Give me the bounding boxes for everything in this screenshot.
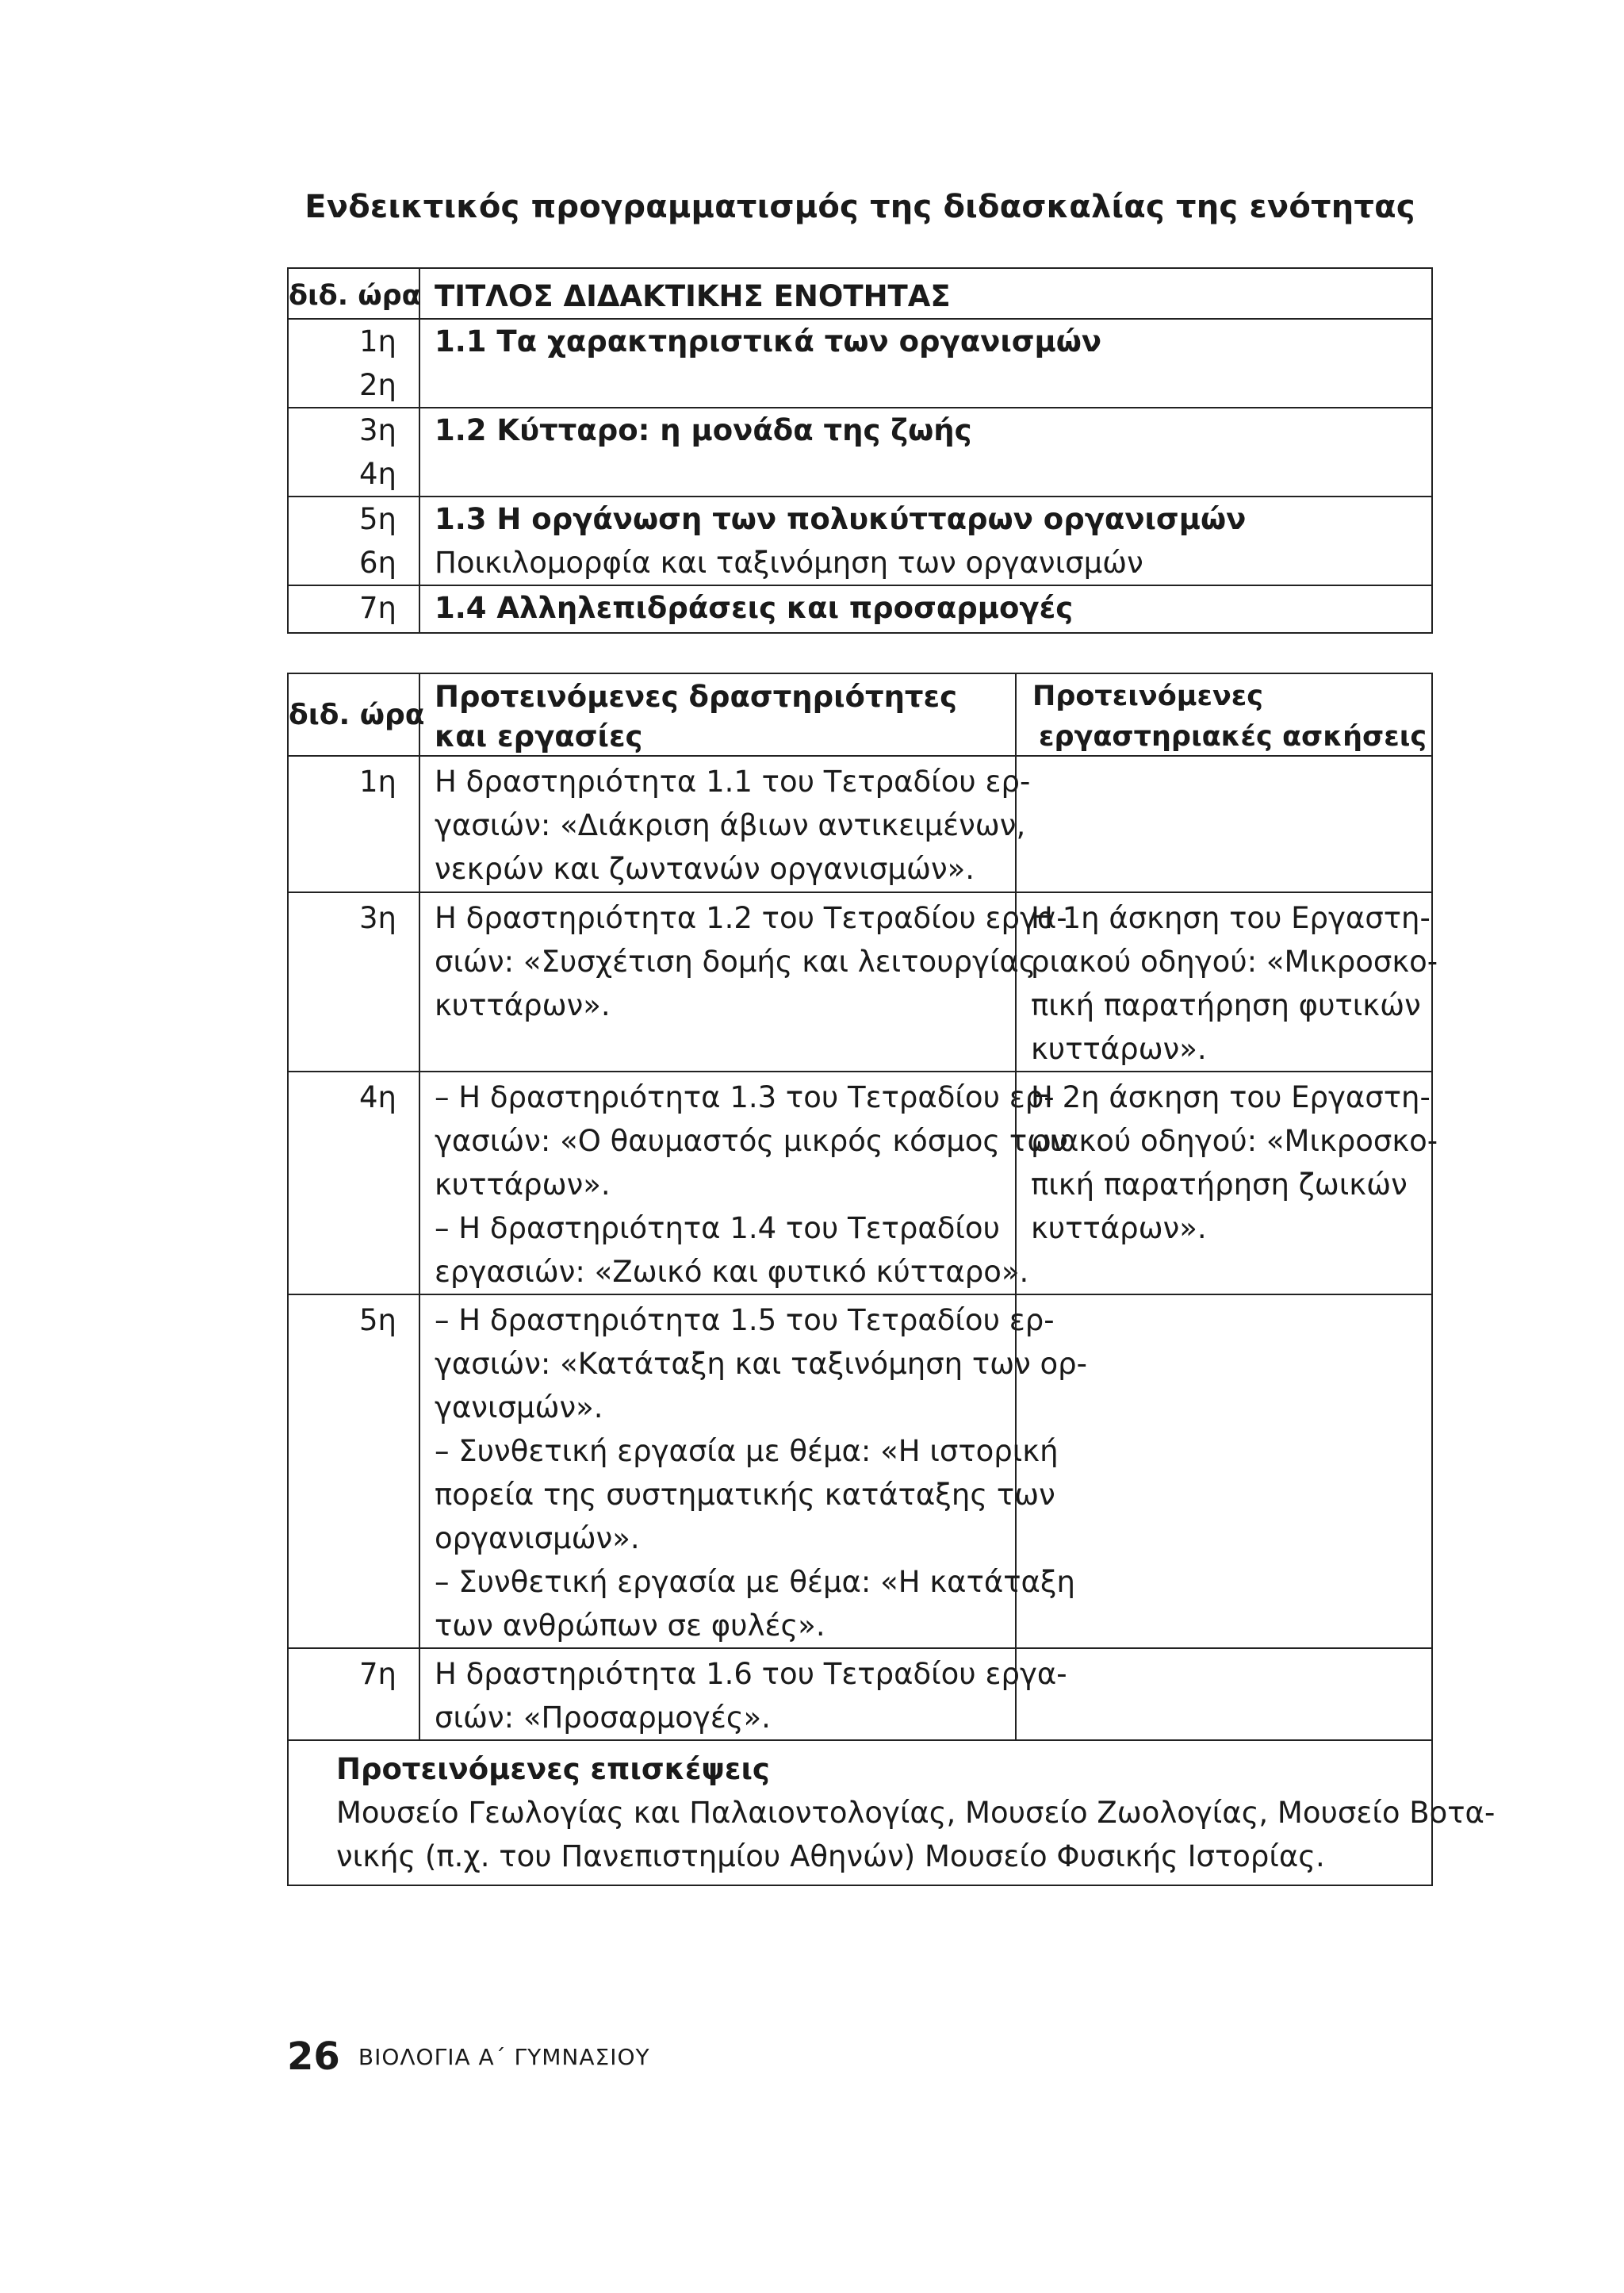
title-cell	[419, 408, 1432, 497]
activities-cell	[419, 892, 1067, 1072]
header-activities-line-1: Προτεινόμενες δραστηριότητες	[435, 679, 958, 714]
hour-cell: 1η	[288, 756, 419, 892]
text-line: Η δραστηριότητα 1.2 του Τετραδίου εργα-	[435, 901, 1067, 935]
text-line: γασιών: «Διάκριση άβιων αντικειμένων,	[435, 808, 1026, 842]
unit-title: 1.3 Η οργάνωση των πολυκύτταρων οργανισμών	[435, 502, 1247, 536]
table-header-row	[288, 268, 1432, 319]
hour-cell: 7η	[288, 1648, 419, 1740]
text-line: πική παρατήρηση φυτικών	[1031, 988, 1421, 1022]
table-row	[288, 585, 1432, 633]
hour-2: 4η	[359, 457, 396, 491]
text-line: νεκρών και ζωντανών οργανισμών».	[435, 852, 975, 886]
table-row	[288, 497, 1432, 585]
table-row	[288, 892, 1432, 1072]
unit-title: 1.1 Τα χαρακτηριστικά των οργανισμών	[435, 324, 1102, 359]
text-line: γανισμών».	[435, 1390, 603, 1424]
text-line: οργανισμών».	[435, 1521, 640, 1555]
hour-cell	[288, 319, 419, 408]
lab-cell	[1016, 756, 1432, 892]
table-row	[288, 408, 1432, 497]
text-line: σιών: «Προσαρμογές».	[435, 1701, 771, 1735]
header-hour: διδ. ώρα	[288, 268, 419, 319]
visits-cell	[288, 1740, 1496, 1885]
table-row	[288, 756, 1432, 892]
text-line: πική παρατήρηση ζωικών	[1031, 1168, 1408, 1202]
text-line: Η 2η άσκηση του Εργαστη-	[1031, 1080, 1431, 1114]
text-line: – Συνθετική εργασία με θέμα: «Η κατάταξη	[435, 1565, 1075, 1599]
hour-1: 1η	[359, 324, 396, 359]
header-hour: διδ. ώρα	[288, 673, 419, 756]
hour-cell: 5η	[288, 1294, 419, 1648]
header-activities	[419, 673, 1016, 756]
visits-row	[288, 1740, 1432, 1885]
header-lab-line-1: Προτεινόμενες	[1032, 680, 1264, 712]
hour-cell: 3η	[288, 892, 419, 1072]
page-footer	[287, 2034, 650, 2079]
activities-cell	[419, 1648, 1067, 1740]
text-line: κυττάρων».	[1031, 1032, 1207, 1066]
text-line: Η δραστηριότητα 1.1 του Τετραδίου ερ-	[435, 765, 1031, 799]
visits-line: Μουσείο Γεωλογίας και Παλαιοντολογίας, Μουσείο Ζωολογίας, Μουσείο Βοτα-	[336, 1796, 1496, 1830]
lab-cell	[1016, 892, 1438, 1072]
hour-2: 6η	[359, 546, 396, 580]
activities-cell	[419, 756, 1031, 892]
text-line: – Συνθετική εργασία με θέμα: «Η ιστορική	[435, 1434, 1059, 1468]
hour-1: 5η	[359, 502, 396, 536]
text-line: εργασιών: «Ζωικό και φυτικό κύτταρο».	[435, 1255, 1029, 1289]
text-line: – Η δραστηριότητα 1.4 του Τετραδίου	[435, 1211, 1000, 1245]
hour-cell: 4η	[288, 1072, 419, 1294]
activities-table	[287, 673, 1496, 1886]
table-row	[288, 1648, 1432, 1740]
title-cell	[419, 497, 1432, 585]
text-line: πορεία της συστηματικής κατάταξης των	[435, 1478, 1055, 1512]
unit-title: 1.2 Κύτταρο: η μονάδα της ζωής	[435, 413, 972, 447]
text-line: – Η δραστηριότητα 1.3 του Τετραδίου ερ-	[435, 1080, 1055, 1114]
header-unit-title: ΤΙΤΛΟΣ ΔΙΔΑΚΤΙΚΗΣ ΕΝΟΤΗΤΑΣ	[419, 268, 1432, 319]
lab-cell	[1016, 1648, 1432, 1740]
visits-line: νικής (π.χ. του Πανεπιστημίου Αθηνών) Μουσείο Φυσικής Ιστορίας.	[336, 1839, 1325, 1873]
hour-cell	[288, 585, 419, 633]
text-line: – Η δραστηριότητα 1.5 του Τετραδίου ερ-	[435, 1303, 1055, 1337]
hour-2: 2η	[359, 368, 396, 402]
hour-cell	[288, 408, 419, 497]
title-cell	[419, 585, 1432, 633]
header-activities-line-2: και εργασίες	[435, 719, 643, 753]
subunit-title: Ποικιλομορφία και ταξινόμηση των οργανισμών	[435, 546, 1143, 580]
activities-cell	[419, 1294, 1088, 1648]
hour-1: 7η	[359, 591, 396, 625]
title-cell	[419, 319, 1432, 408]
unit-titles-table	[287, 267, 1433, 634]
unit-title: 1.4 Αλληλεπιδράσεις και προσαρμογές	[435, 591, 1074, 625]
table-header-row	[288, 673, 1432, 756]
text-line: σιών: «Συσχέτιση δομής και λειτουργίας	[435, 945, 1036, 979]
text-line: κυττάρων».	[435, 1168, 611, 1202]
hour-1: 3η	[359, 413, 396, 447]
text-line: κυττάρων».	[435, 988, 611, 1022]
text-line: κυττάρων».	[1031, 1211, 1207, 1245]
header-lab	[1016, 673, 1432, 756]
table-row	[288, 1294, 1432, 1648]
book-title: ΒΙΟΛΟΓΙΑ Α΄ ΓΥΜΝΑΣΙΟΥ	[358, 2043, 650, 2070]
table-row	[288, 319, 1432, 408]
text-line: Η 1η άσκηση του Εργαστη-	[1031, 901, 1431, 935]
text-line: γασιών: «Κατάταξη και ταξινόμηση των ορ-	[435, 1347, 1088, 1381]
activities-cell	[419, 1072, 1068, 1294]
text-line: των ανθρώπων σε φυλές».	[435, 1609, 825, 1643]
text-line: Η δραστηριότητα 1.6 του Τετραδίου εργα-	[435, 1657, 1067, 1691]
text-line: γασιών: «Ο θαυμαστός μικρός κόσμος των	[435, 1124, 1068, 1158]
visits-title: Προτεινόμενες επισκέψεις	[336, 1752, 770, 1786]
page-title: Ενδεικτικός προγραμματισμός της διδασκαλίας της ενότητας	[304, 189, 1415, 225]
text-line: ριακού οδηγού: «Μικροσκο-	[1031, 1124, 1438, 1158]
header-lab-line-2: εργαστηριακές ασκήσεις	[1039, 720, 1427, 753]
text-line: ριακού οδηγού: «Μικροσκο-	[1031, 945, 1438, 979]
page-number: 26	[287, 2034, 340, 2079]
hour-cell	[288, 497, 419, 585]
lab-cell	[1016, 1072, 1438, 1294]
table-row	[288, 1072, 1432, 1294]
